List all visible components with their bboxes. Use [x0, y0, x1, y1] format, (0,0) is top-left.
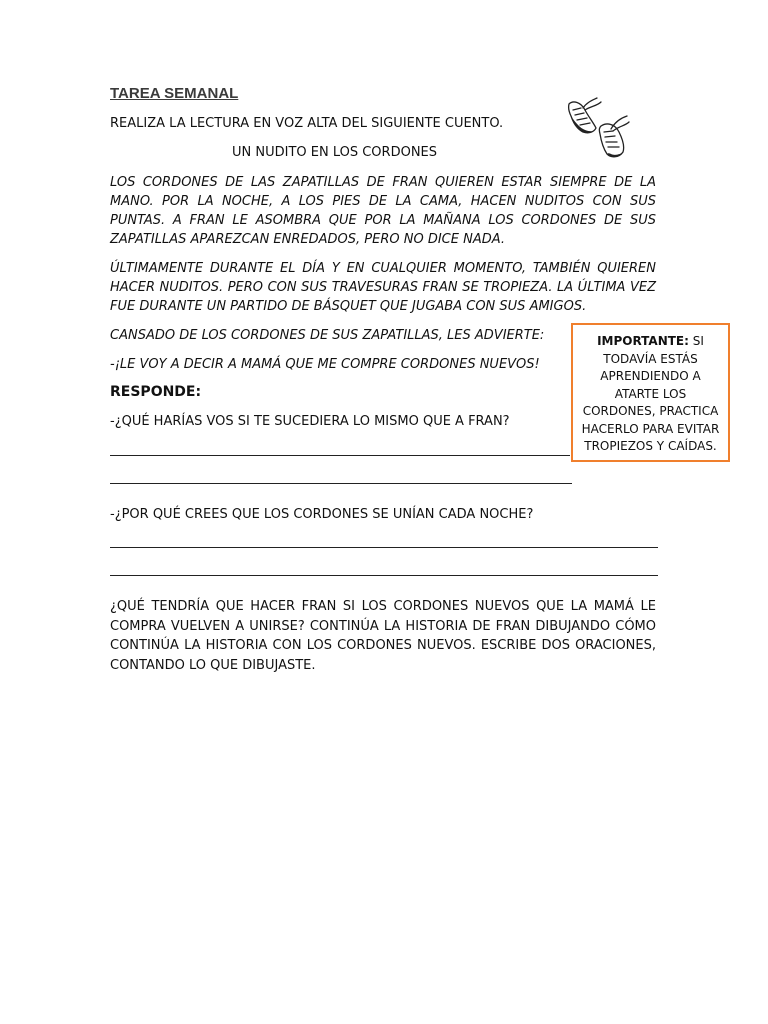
- answer-line-1b[interactable]: [110, 483, 572, 484]
- question-1: -¿QUÉ HARÍAS VOS SI TE SUCEDIERA LO MISMO QUE A FRAN?: [110, 414, 510, 429]
- instructions-text: REALIZA LA LECTURA EN VOZ ALTA DEL SIGUIENTE CUENTO.: [110, 116, 504, 131]
- question-2: -¿POR QUÉ CREES QUE LOS CORDONES SE UNÍAN CADA NOCHE?: [110, 507, 534, 522]
- story-paragraph-2: ÚLTIMAMENTE DURANTE EL DÍA Y EN CUALQUIER MOMENTO, TAMBIÉN QUIEREN HACER NUDITOS. PERO CON SUS TRAVESURAS FRAN SE TROPIEZA. LA ÚLTIMA VEZ FUE DURANTE UN PARTIDO DE BÁSQUET QUE JUGABA CON SUS AMIGOS.: [110, 261, 656, 314]
- page-title: TAREA SEMANAL: [110, 85, 239, 102]
- story-paragraph-1: LOS CORDONES DE LAS ZAPATILLAS DE FRAN QUIEREN ESTAR SIEMPRE DE LA MANO. POR LA NOCHE, A LOS PIES DE LA CAMA, HACEN NUDITOS CON SUS PUNTAS. A FRAN LE ASOMBRA QUE POR LA MAÑANA LOS CORDONES DE SUS ZAPATILLAS APAREZCAN ENREDADOS, PERO NO DICE NADA.: [110, 175, 656, 247]
- responde-heading: RESPONDE:: [110, 384, 202, 400]
- answer-line-1a[interactable]: [110, 455, 570, 456]
- sneakers-icon: [563, 96, 633, 162]
- answer-line-2b[interactable]: [110, 575, 658, 576]
- story-paragraph-4: -¡LE VOY A DECIR A MAMÁ QUE ME COMPRE CORDONES NUEVOS!: [110, 357, 540, 372]
- answer-line-2a[interactable]: [110, 547, 658, 548]
- callout-text: SI TODAVÍA ESTÁS APRENDIENDO A ATARTE LOS CORDONES, PRACTICA HACERLO PARA EVITAR TROPIEZOS Y CAÍDAS.: [581, 334, 720, 453]
- importante-callout: [571, 323, 730, 462]
- story-paragraph-3: CANSADO DE LOS CORDONES DE SUS ZAPATILLAS, LES ADVIERTE:: [110, 328, 545, 343]
- story-title: UN NUDITO EN LOS CORDONES: [232, 145, 438, 160]
- callout-label: IMPORTANTE:: [597, 334, 689, 348]
- final-question: ¿QUÉ TENDRÍA QUE HACER FRAN SI LOS CORDONES NUEVOS QUE LA MAMÁ LE COMPRA VUELVEN A UNIRSE? CONTINÚA LA HISTORIA DE FRAN DIBUJANDO CÓMO CONTINÚA LA HISTORIA CON LOS CORDONES NUEVOS. ESCRIBE DOS ORACIONES, CONTANDO LO QUE DIBUJASTE.: [110, 599, 656, 673]
